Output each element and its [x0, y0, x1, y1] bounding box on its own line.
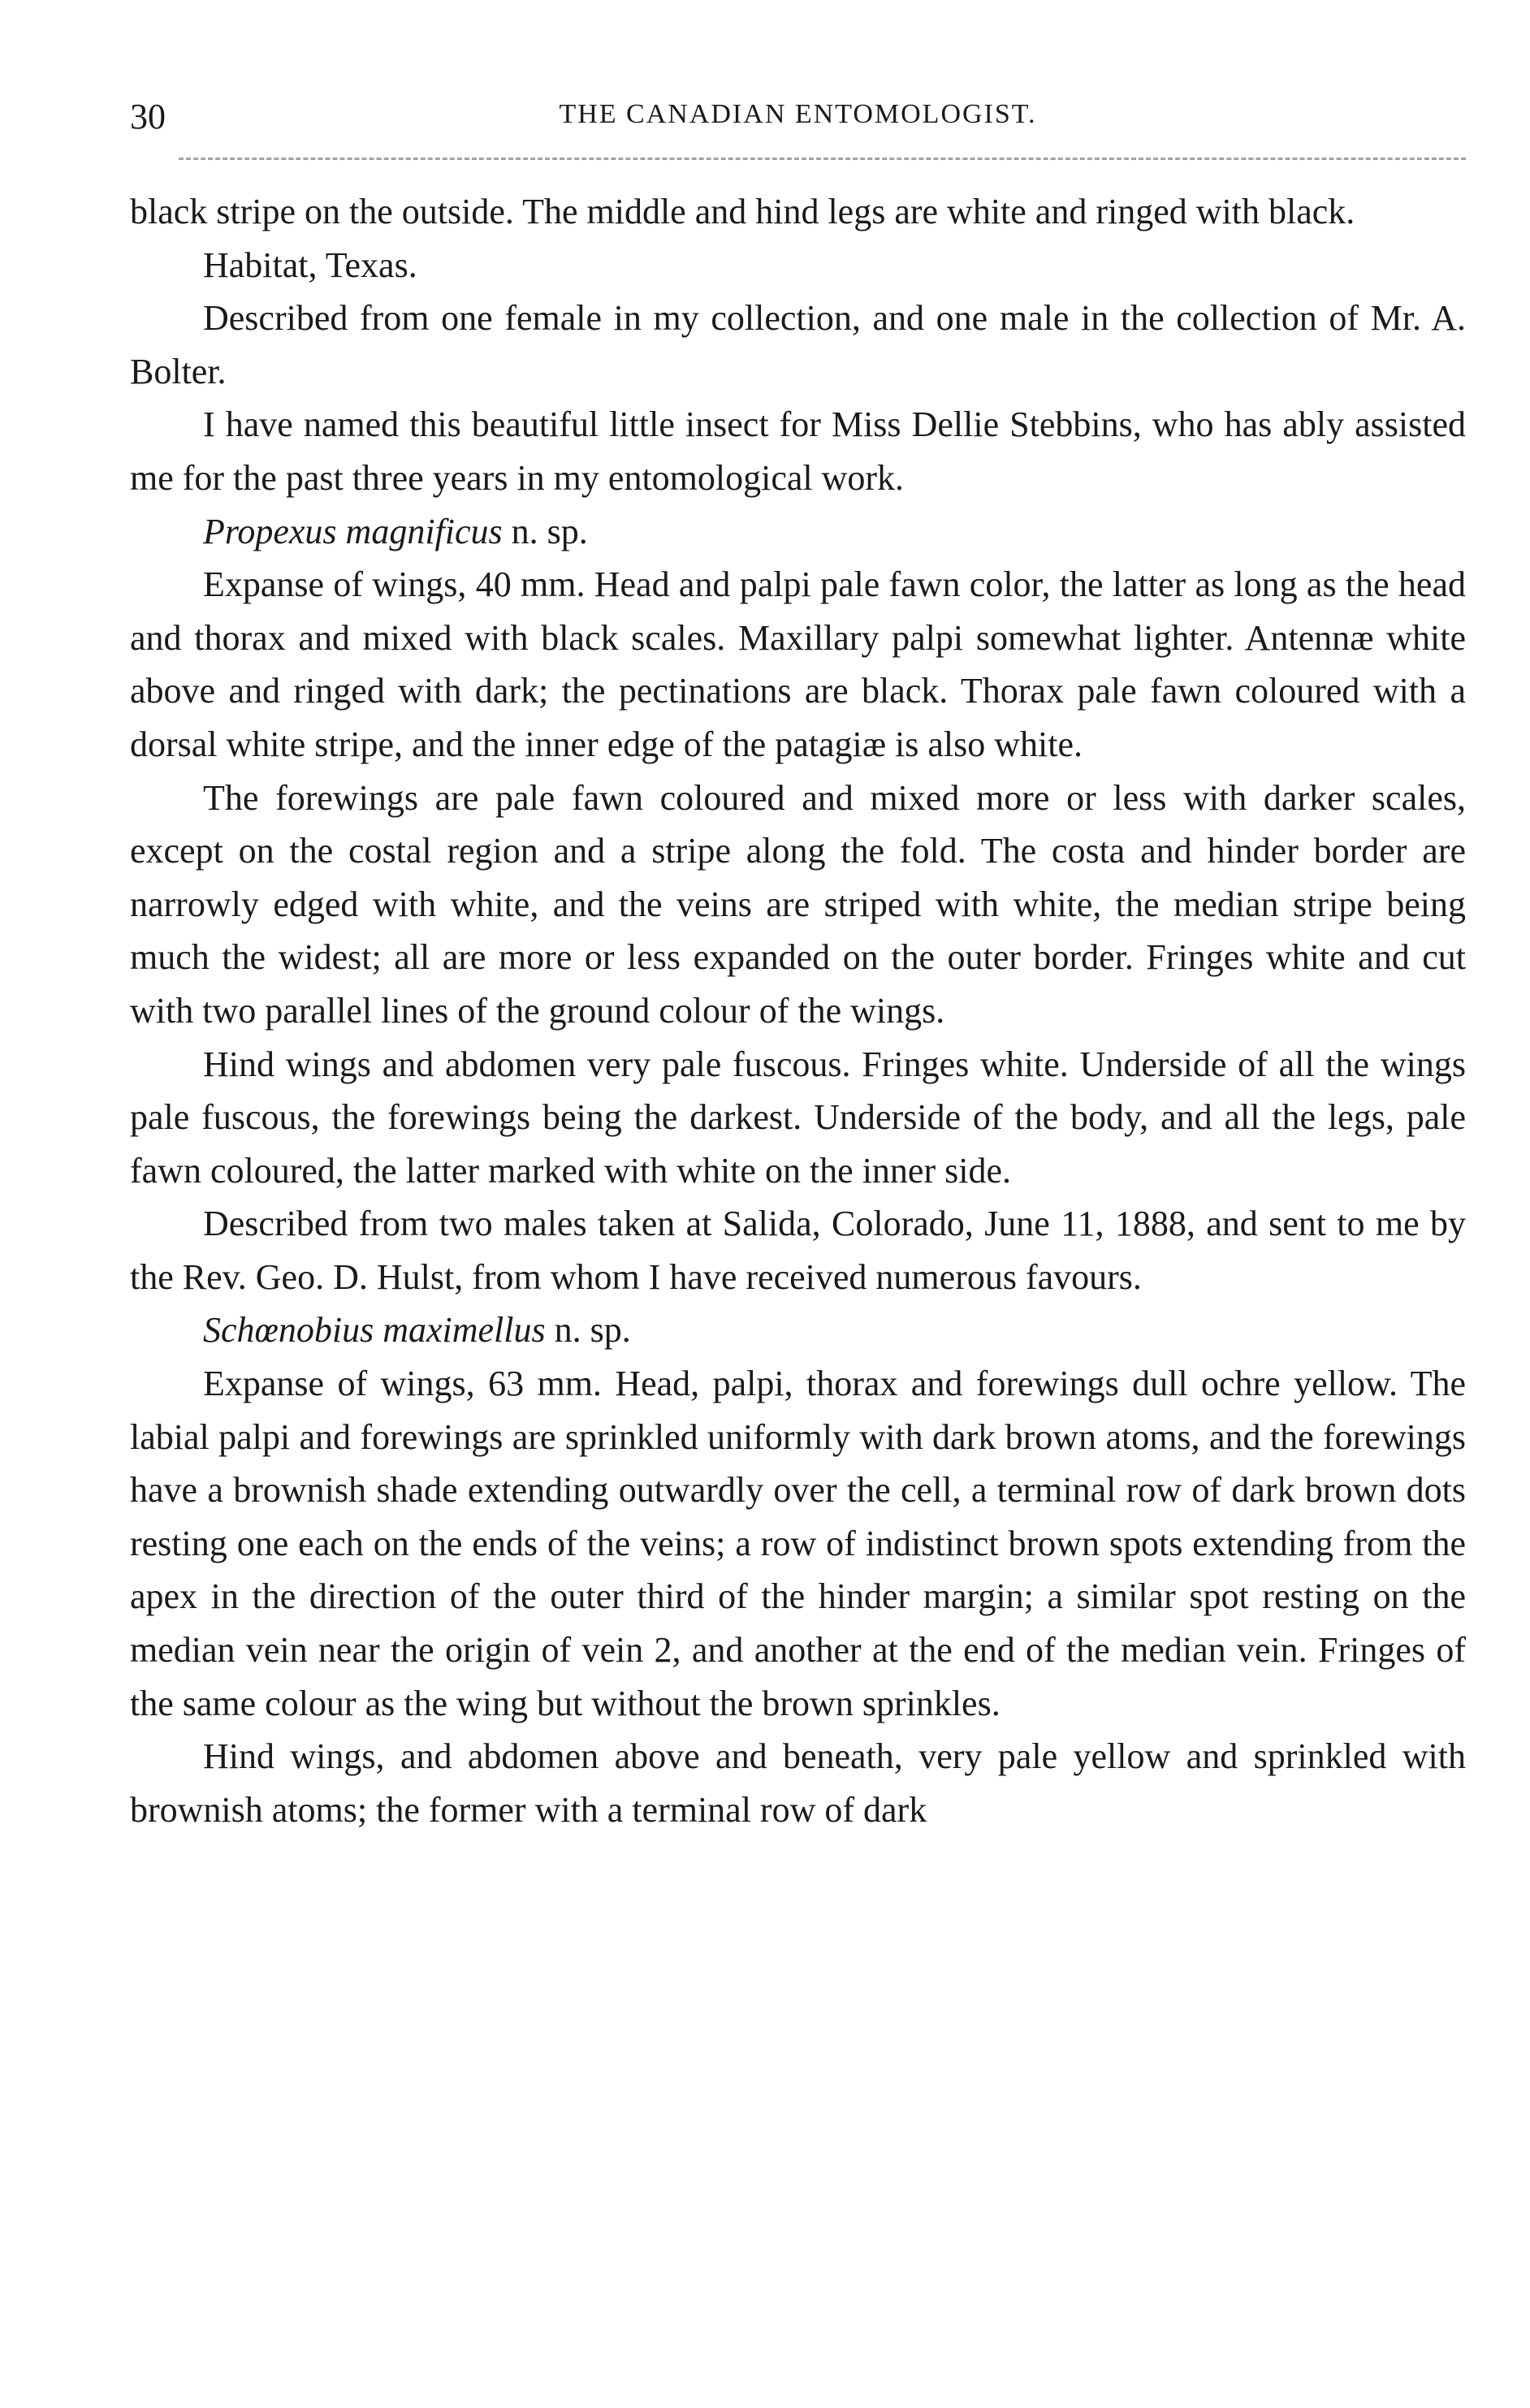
paragraph: I have named this beautiful little insect for Miss Dellie Stebbins, who has ably assisted me for the past three years in my entomological work. [130, 404, 1466, 498]
paragraph: Hind wings and abdomen very pale fuscous. Fringes white. Underside of all the wings pale fuscous, the forewings being the darkest. Underside of the body, and all the legs, pale fawn coloured, the latter marked with white on the inner side. [130, 1044, 1466, 1191]
paragraph: The forewings are pale fawn coloured and mixed more or less with darker scales, except on the costal region and a stripe along the fold. The costa and hinder border are narrowly edged with white, and the veins are striped with white, the median stripe being much the widest; all are more or less expanded on the outer border. Fringes white and cut with two parallel lines of the ground colour of the wings. [130, 777, 1466, 1031]
body-text [130, 185, 1466, 1836]
paragraph: Hind wings, and abdomen above and beneath, very pale yellow and sprinkled with brownish atoms; the former with a terminal row of dark [130, 1736, 1466, 1830]
paragraph: Expanse of wings, 63 mm. Head, palpi, thorax and forewings dull ochre yellow. The labial palpi and forewings are sprinkled uniformly with dark brown atoms, and the forewings have a brownish shade extending outwardly over the cell, a terminal row of dark brown dots resting one each on the ends of the veins; a row of indistinct brown spots extending from the apex in the direction of the outer third of the hinder margin; a similar spot resting on the median vein near the origin of vein 2, and another at the end of the median vein. Fringes of the same colour as the wing but without the brown sprinkles. [130, 1364, 1466, 1723]
species-heading [130, 1303, 1466, 1357]
paragraph: Described from two males taken at Salida, Colorado, June 11, 1888, and sent to me by the Rev. Geo. D. Hulst, from whom I have received numerous favours. [130, 1204, 1466, 1297]
species-name: Schœnobius maximellus [203, 1310, 546, 1351]
species-suffix: n. sp. [502, 511, 588, 551]
journal-title: THE CANADIAN ENTOMOLOGIST. [559, 99, 1037, 129]
paragraph: black stripe on the outside. The middle and hind legs are white and ringed with black. [130, 192, 1355, 231]
running-head [130, 81, 1466, 146]
species-suffix: n. sp. [545, 1310, 631, 1351]
header-rule [179, 158, 1466, 160]
species-heading [130, 505, 1466, 559]
paragraph: Habitat, Texas. [203, 244, 417, 285]
page-number: 30 [130, 97, 166, 136]
paragraph: Described from one female in my collection, and one male in the collection of Mr. A. Bolter. [130, 298, 1466, 391]
paragraph: Expanse of wings, 40 mm. Head and palpi pale fawn color, the latter as long as the head and thorax and mixed with black scales. Maxillary palpi somewhat lighter. Antennæ white above and ringed with dark; the pectinations are black. Thorax pale fawn coloured with a dorsal white stripe, and the inner edge of the patagiæ is also white. [130, 564, 1466, 764]
species-name: Propexus magnificus [203, 511, 503, 551]
document-page [130, 81, 1466, 1836]
